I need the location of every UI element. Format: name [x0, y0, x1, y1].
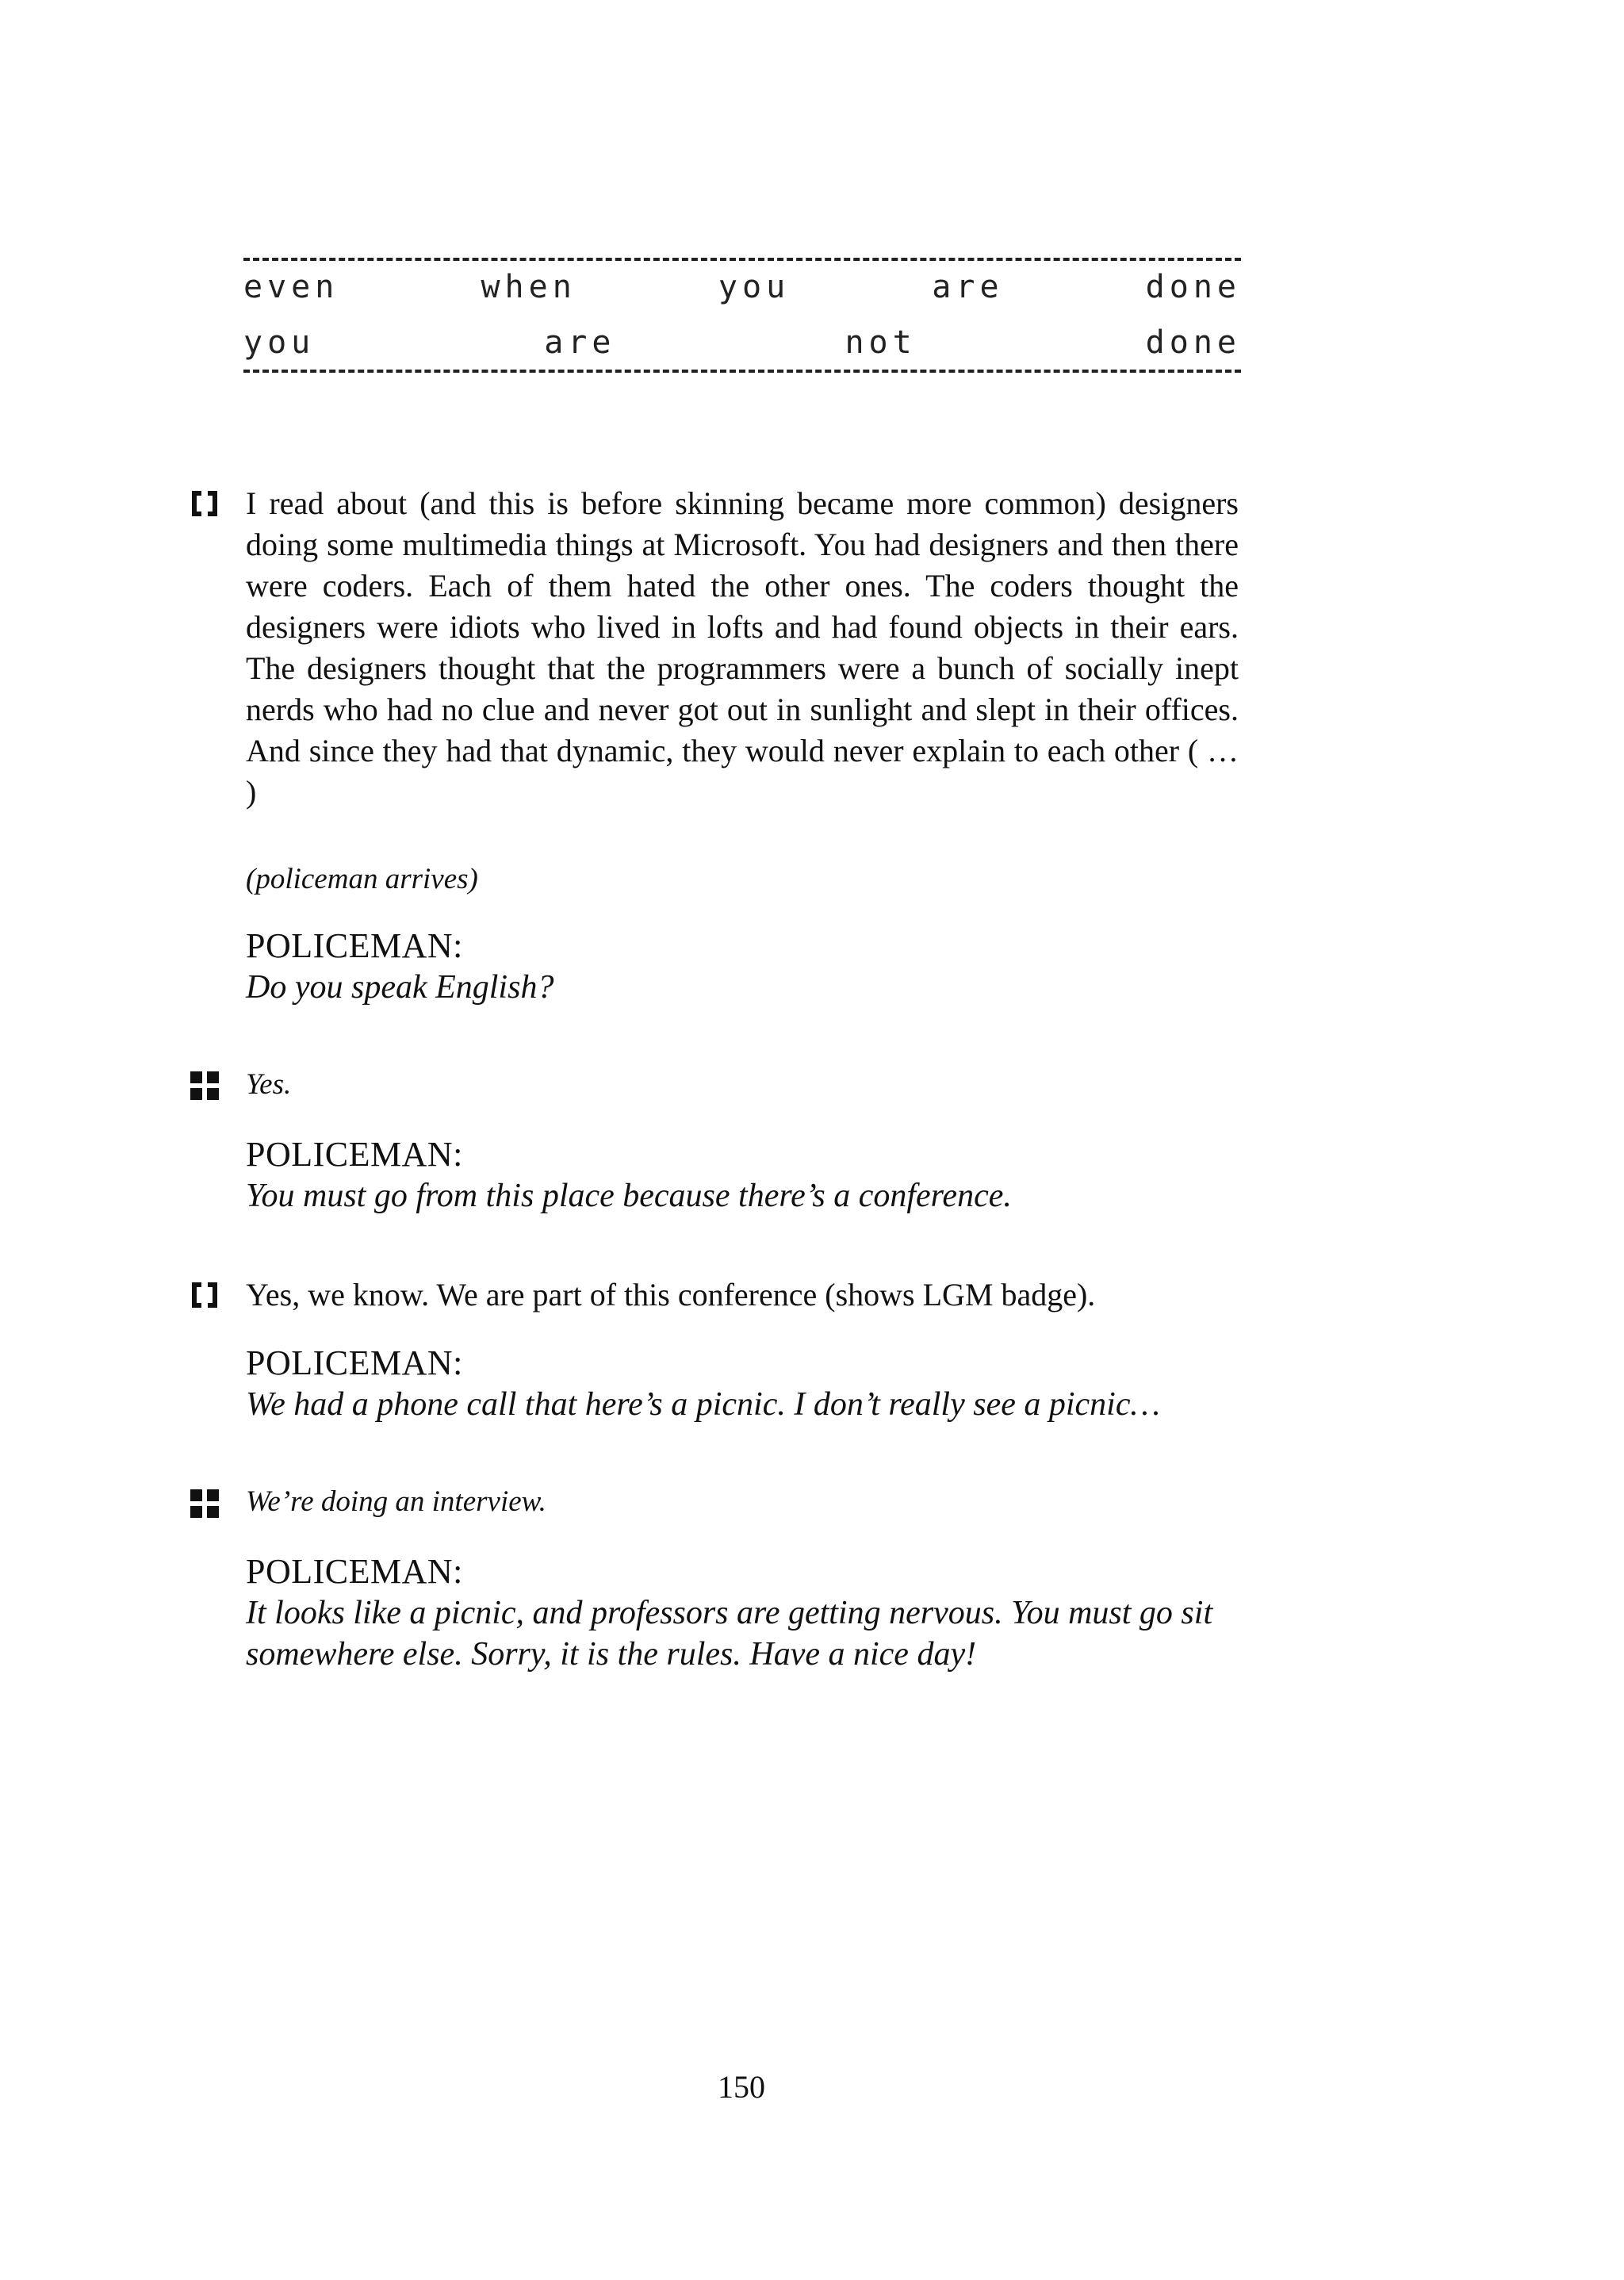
banner-word: even — [243, 269, 339, 305]
banner-word: done — [1145, 269, 1241, 305]
speaker-label: POLICEMAN: — [246, 1343, 463, 1382]
speaker-label: POLICEMAN: — [246, 1135, 463, 1174]
four-squares-speaker-icon — [189, 1488, 220, 1519]
policeman-line: We had a phone call that here’s a picnic. I don’t really see a picnic… — [246, 1386, 1160, 1423]
banner-row-2 — [243, 324, 1241, 362]
banner-row-1 — [243, 268, 1241, 306]
bracket-speaker-icon — [189, 488, 220, 519]
reply-line: Yes, we know. We are part of this conference (shows LGM badge). — [246, 1277, 1096, 1312]
banner-word: you — [718, 269, 791, 305]
banner-word: when — [481, 269, 576, 305]
policeman-line: Do you speak English? — [246, 969, 554, 1006]
banner-word: done — [1145, 324, 1241, 361]
policeman-line: You must go from this place because there’s a conference. — [246, 1178, 1012, 1214]
banner-word: are — [932, 269, 1004, 305]
speaker-label: POLICEMAN: — [246, 1552, 463, 1591]
reply-line: Yes. — [246, 1068, 292, 1101]
banner-word: not — [845, 324, 917, 361]
banner-top-rule — [243, 258, 1241, 261]
bracket-speaker-icon — [189, 1279, 220, 1311]
speaker-label: POLICEMAN: — [246, 926, 463, 965]
banner-bottom-rule — [243, 370, 1241, 373]
banner-word: are — [544, 324, 616, 361]
banner-word: you — [243, 324, 316, 361]
intro-paragraph: I read about (and this is before skinning became more common) designers doing some multimedia things at Microsoft. You had designers and then there were coders. Each of them hated the other ones. The coders thought the designers were idiots who lived in lofts and had found objects in their ears. The designers thought that the programmers were a bunch of socially inept nerds who had no clue and never got out in sunlight and slept in their offices. And since they had that dynamic, they would never explain to each other ( … ) — [246, 485, 1239, 810]
four-squares-speaker-icon — [189, 1070, 220, 1102]
page-number: 150 — [718, 2069, 765, 2105]
reply-line: We’re doing an interview. — [246, 1485, 546, 1518]
stage-direction: (policeman arrives) — [246, 863, 478, 895]
policeman-line: It looks like a picnic, and professors are getting nervous. You must go sit somewhere else. Sorry, it is the rules. Have a nice day! — [246, 1595, 1213, 1673]
